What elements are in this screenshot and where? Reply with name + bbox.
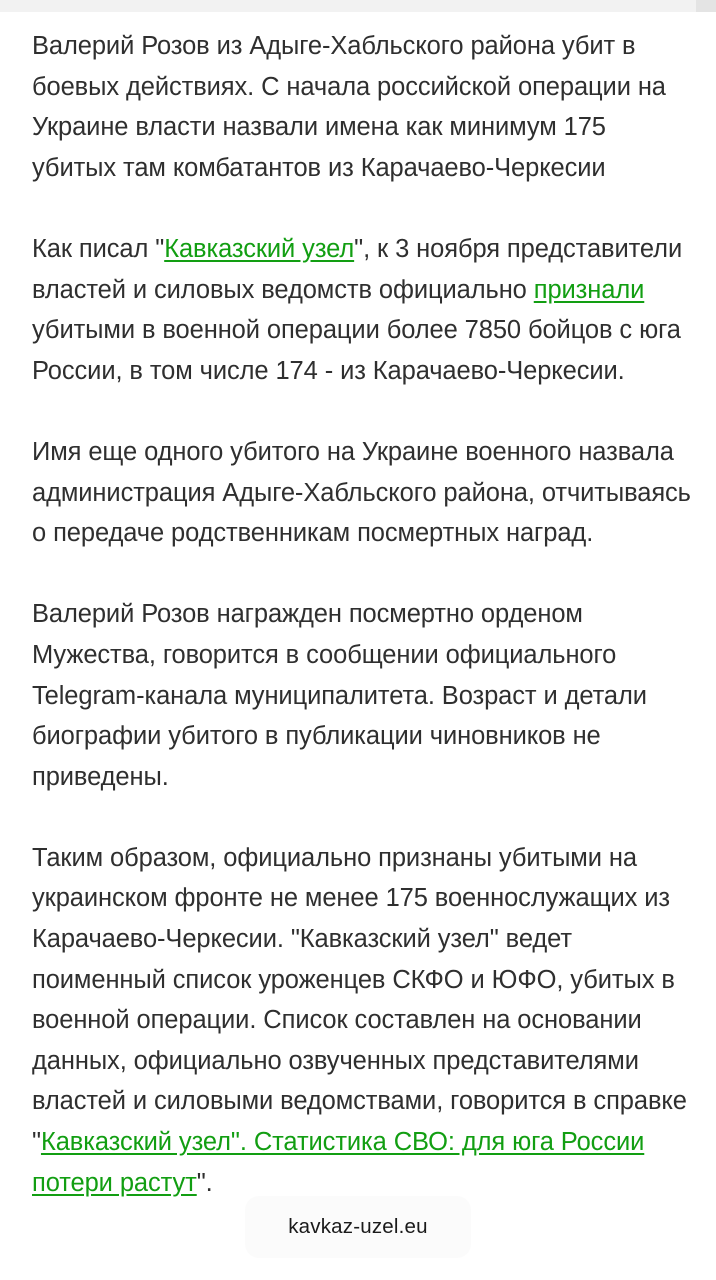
paragraph-text: ". bbox=[196, 1168, 213, 1197]
paragraph-text: ", к 3 ноября представители властей и силовых ведомств официально bbox=[32, 234, 683, 304]
paragraph-text: Как писал " bbox=[32, 234, 165, 263]
source-url: kavkaz-uzel.eu bbox=[288, 1215, 428, 1238]
paragraph-lead: Валерий Розов из Адыге-Хабльского района убит в боевых действиях. С начала российской операции на Украине власти назвали имена как минимум 175 убитых там комбатантов из Карачаево-Черкесии bbox=[32, 32, 666, 182]
link-priznali[interactable]: признали bbox=[533, 275, 645, 304]
paragraph-text: Таким образом, официально признаны убитыми на украинском фронте не менее 175 военнослужащих из Карачаево-Черкесии. "Кавказский узел" ведет поименный список уроженцев СКФО и ЮФО, убитых в военной операции. Список составлен на основании данных, официально озвученных представителями властей и силовыми ведомствами, говорится в справке " bbox=[32, 843, 687, 1157]
article-body bbox=[32, 26, 696, 1244]
paragraph-summary bbox=[32, 838, 696, 1203]
paragraph-stats bbox=[32, 229, 696, 391]
paragraph-text: убитыми в военной операции более 7850 бойцов с юга России, в том числе 174 - из Карачаево-Черкесии. bbox=[32, 316, 681, 385]
paragraph-award: Валерий Розов награжден посмертно орденом Мужества, говорится в сообщении официального Telegram-канала муниципалитета. Возраст и детали биографии убитого в публикации чиновников не приведены. bbox=[32, 600, 647, 791]
link-kavkaz-uzel[interactable]: Кавказский узел bbox=[164, 234, 355, 263]
link-svo-statistics[interactable]: Кавказский узел". Статистика СВО: для юга России потери растут bbox=[32, 1128, 645, 1197]
top-bar-shade bbox=[696, 0, 716, 12]
source-watermark bbox=[245, 1196, 471, 1258]
paragraph-administration: Имя еще одного убитого на Украине военного назвала администрация Адыге-Хабльского района, отчитываясь о передаче родственникам посмертных наград. bbox=[32, 437, 691, 548]
top-bar-strip bbox=[0, 0, 716, 12]
